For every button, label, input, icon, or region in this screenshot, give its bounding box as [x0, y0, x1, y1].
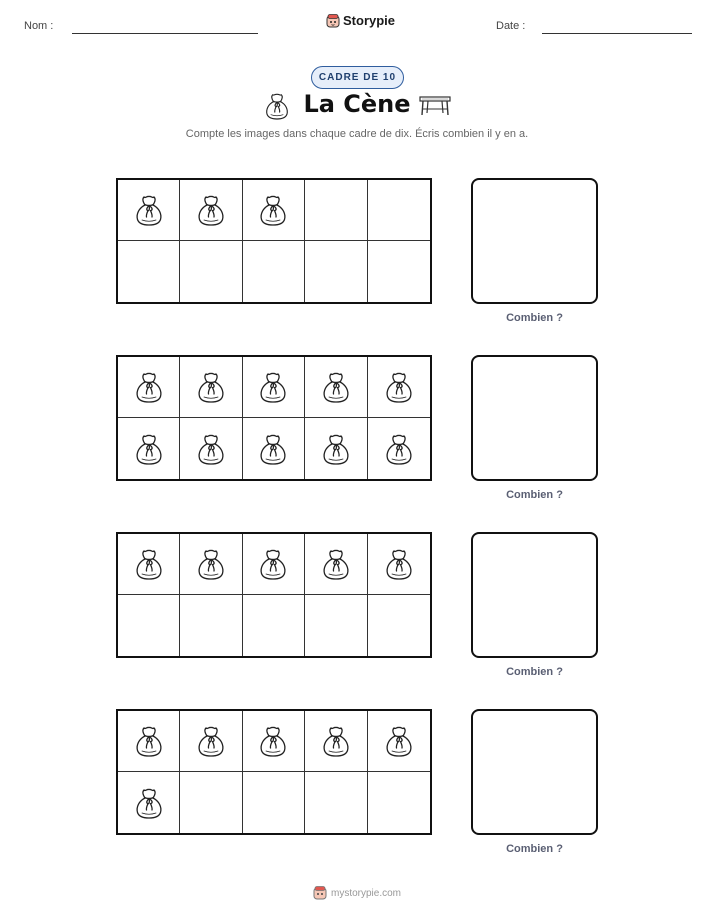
money-bag-icon: [134, 787, 164, 819]
ten-frame-cell: [305, 357, 367, 418]
answer-box[interactable]: [471, 532, 598, 658]
answer-box[interactable]: [471, 709, 598, 835]
ten-frame-cell: [243, 357, 305, 418]
money-bag-icon: [196, 194, 226, 226]
ten-frame: [116, 709, 432, 835]
combien-label: Combien ?: [506, 843, 563, 855]
answer-box[interactable]: [471, 178, 598, 304]
brand-name: Storypie: [343, 13, 396, 28]
money-bag-icon: [196, 725, 226, 757]
storypie-logo-icon: [326, 14, 340, 28]
worksheet-type-badge: CADRE DE 10: [311, 66, 404, 89]
ten-frame-cell: [118, 241, 180, 302]
ten-frame-cell: [368, 357, 430, 418]
ten-frame-cell: [180, 534, 242, 595]
ten-frame-cell: [180, 180, 242, 241]
ten-frame-cell: [243, 595, 305, 656]
ten-frame-cell: [305, 180, 367, 241]
ten-frame-cell: [180, 241, 242, 302]
money-bag-icon: [321, 725, 351, 757]
ten-frame-cell: [118, 180, 180, 241]
combien-label: Combien ?: [506, 312, 563, 324]
ten-frame-cell: [118, 595, 180, 656]
ten-frame-cell: [305, 595, 367, 656]
ten-frame-cell: [305, 534, 367, 595]
footer: [0, 886, 714, 900]
ten-frame-cell: [180, 772, 242, 833]
ten-frame-cell: [305, 772, 367, 833]
money-bag-icon: [196, 548, 226, 580]
ten-frame-cell: [368, 534, 430, 595]
ten-frame-cell: [368, 180, 430, 241]
money-bag-icon: [134, 371, 164, 403]
name-label: Nom :: [24, 20, 54, 32]
ten-frame-cell: [368, 418, 430, 479]
money-bag-icon: [258, 548, 288, 580]
money-bag-icon: [134, 548, 164, 580]
money-bag-icon: [321, 433, 351, 465]
ten-frame-cell: [118, 357, 180, 418]
money-bag-icon: [258, 194, 288, 226]
money-bag-icon: [134, 194, 164, 226]
ten-frame-cell: [243, 418, 305, 479]
ten-frame: [116, 178, 432, 304]
answer-box[interactable]: [471, 355, 598, 481]
money-bag-icon: [384, 371, 414, 403]
page-title: La Cène: [303, 90, 411, 118]
ten-frame-cell: [118, 772, 180, 833]
ten-frame-cell: [243, 711, 305, 772]
money-bag-icon: [384, 548, 414, 580]
date-line[interactable]: [542, 33, 692, 34]
storypie-logo-icon: [313, 886, 327, 900]
ten-frame-cell: [180, 595, 242, 656]
ten-frame-cell: [180, 418, 242, 479]
footer-url: mystorypie.com: [330, 887, 401, 899]
ten-frame-cell: [118, 418, 180, 479]
money-bag-icon: [134, 725, 164, 757]
ten-frame-cell: [118, 711, 180, 772]
ten-frame-cell: [180, 711, 242, 772]
ten-frame-cell: [368, 711, 430, 772]
ten-frame: [116, 532, 432, 658]
combien-label: Combien ?: [506, 666, 563, 678]
name-line[interactable]: [72, 33, 258, 34]
instructions: Compte les images dans chaque cadre de dix. Écris combien il y en a.: [185, 128, 529, 140]
ten-frame-cell: [305, 241, 367, 302]
money-bag-icon: [258, 433, 288, 465]
ten-frame-cell: [243, 772, 305, 833]
combien-label: Combien ?: [506, 489, 563, 501]
money-bag-icon: [321, 548, 351, 580]
money-bag-icon: [258, 371, 288, 403]
ten-frame-cell: [368, 772, 430, 833]
ten-frame-cell: [305, 418, 367, 479]
ten-frame-cell: [243, 241, 305, 302]
date-label: Date :: [496, 20, 526, 32]
bench-icon: [419, 95, 451, 117]
ten-frame: [116, 355, 432, 481]
ten-frame-cell: [180, 357, 242, 418]
ten-frame-cell: [118, 534, 180, 595]
money-bag-icon: [384, 725, 414, 757]
ten-frame-cell: [305, 711, 367, 772]
brand-logo: [326, 13, 395, 28]
money-bag-icon: [321, 371, 351, 403]
ten-frame-cell: [243, 534, 305, 595]
money-bag-icon: [258, 725, 288, 757]
money-bag-icon: [134, 433, 164, 465]
money-bag-icon: [384, 433, 414, 465]
ten-frame-cell: [243, 180, 305, 241]
ten-frame-cell: [368, 241, 430, 302]
money-bag-icon: [196, 371, 226, 403]
ten-frame-cell: [368, 595, 430, 656]
money-bag-icon: [196, 433, 226, 465]
